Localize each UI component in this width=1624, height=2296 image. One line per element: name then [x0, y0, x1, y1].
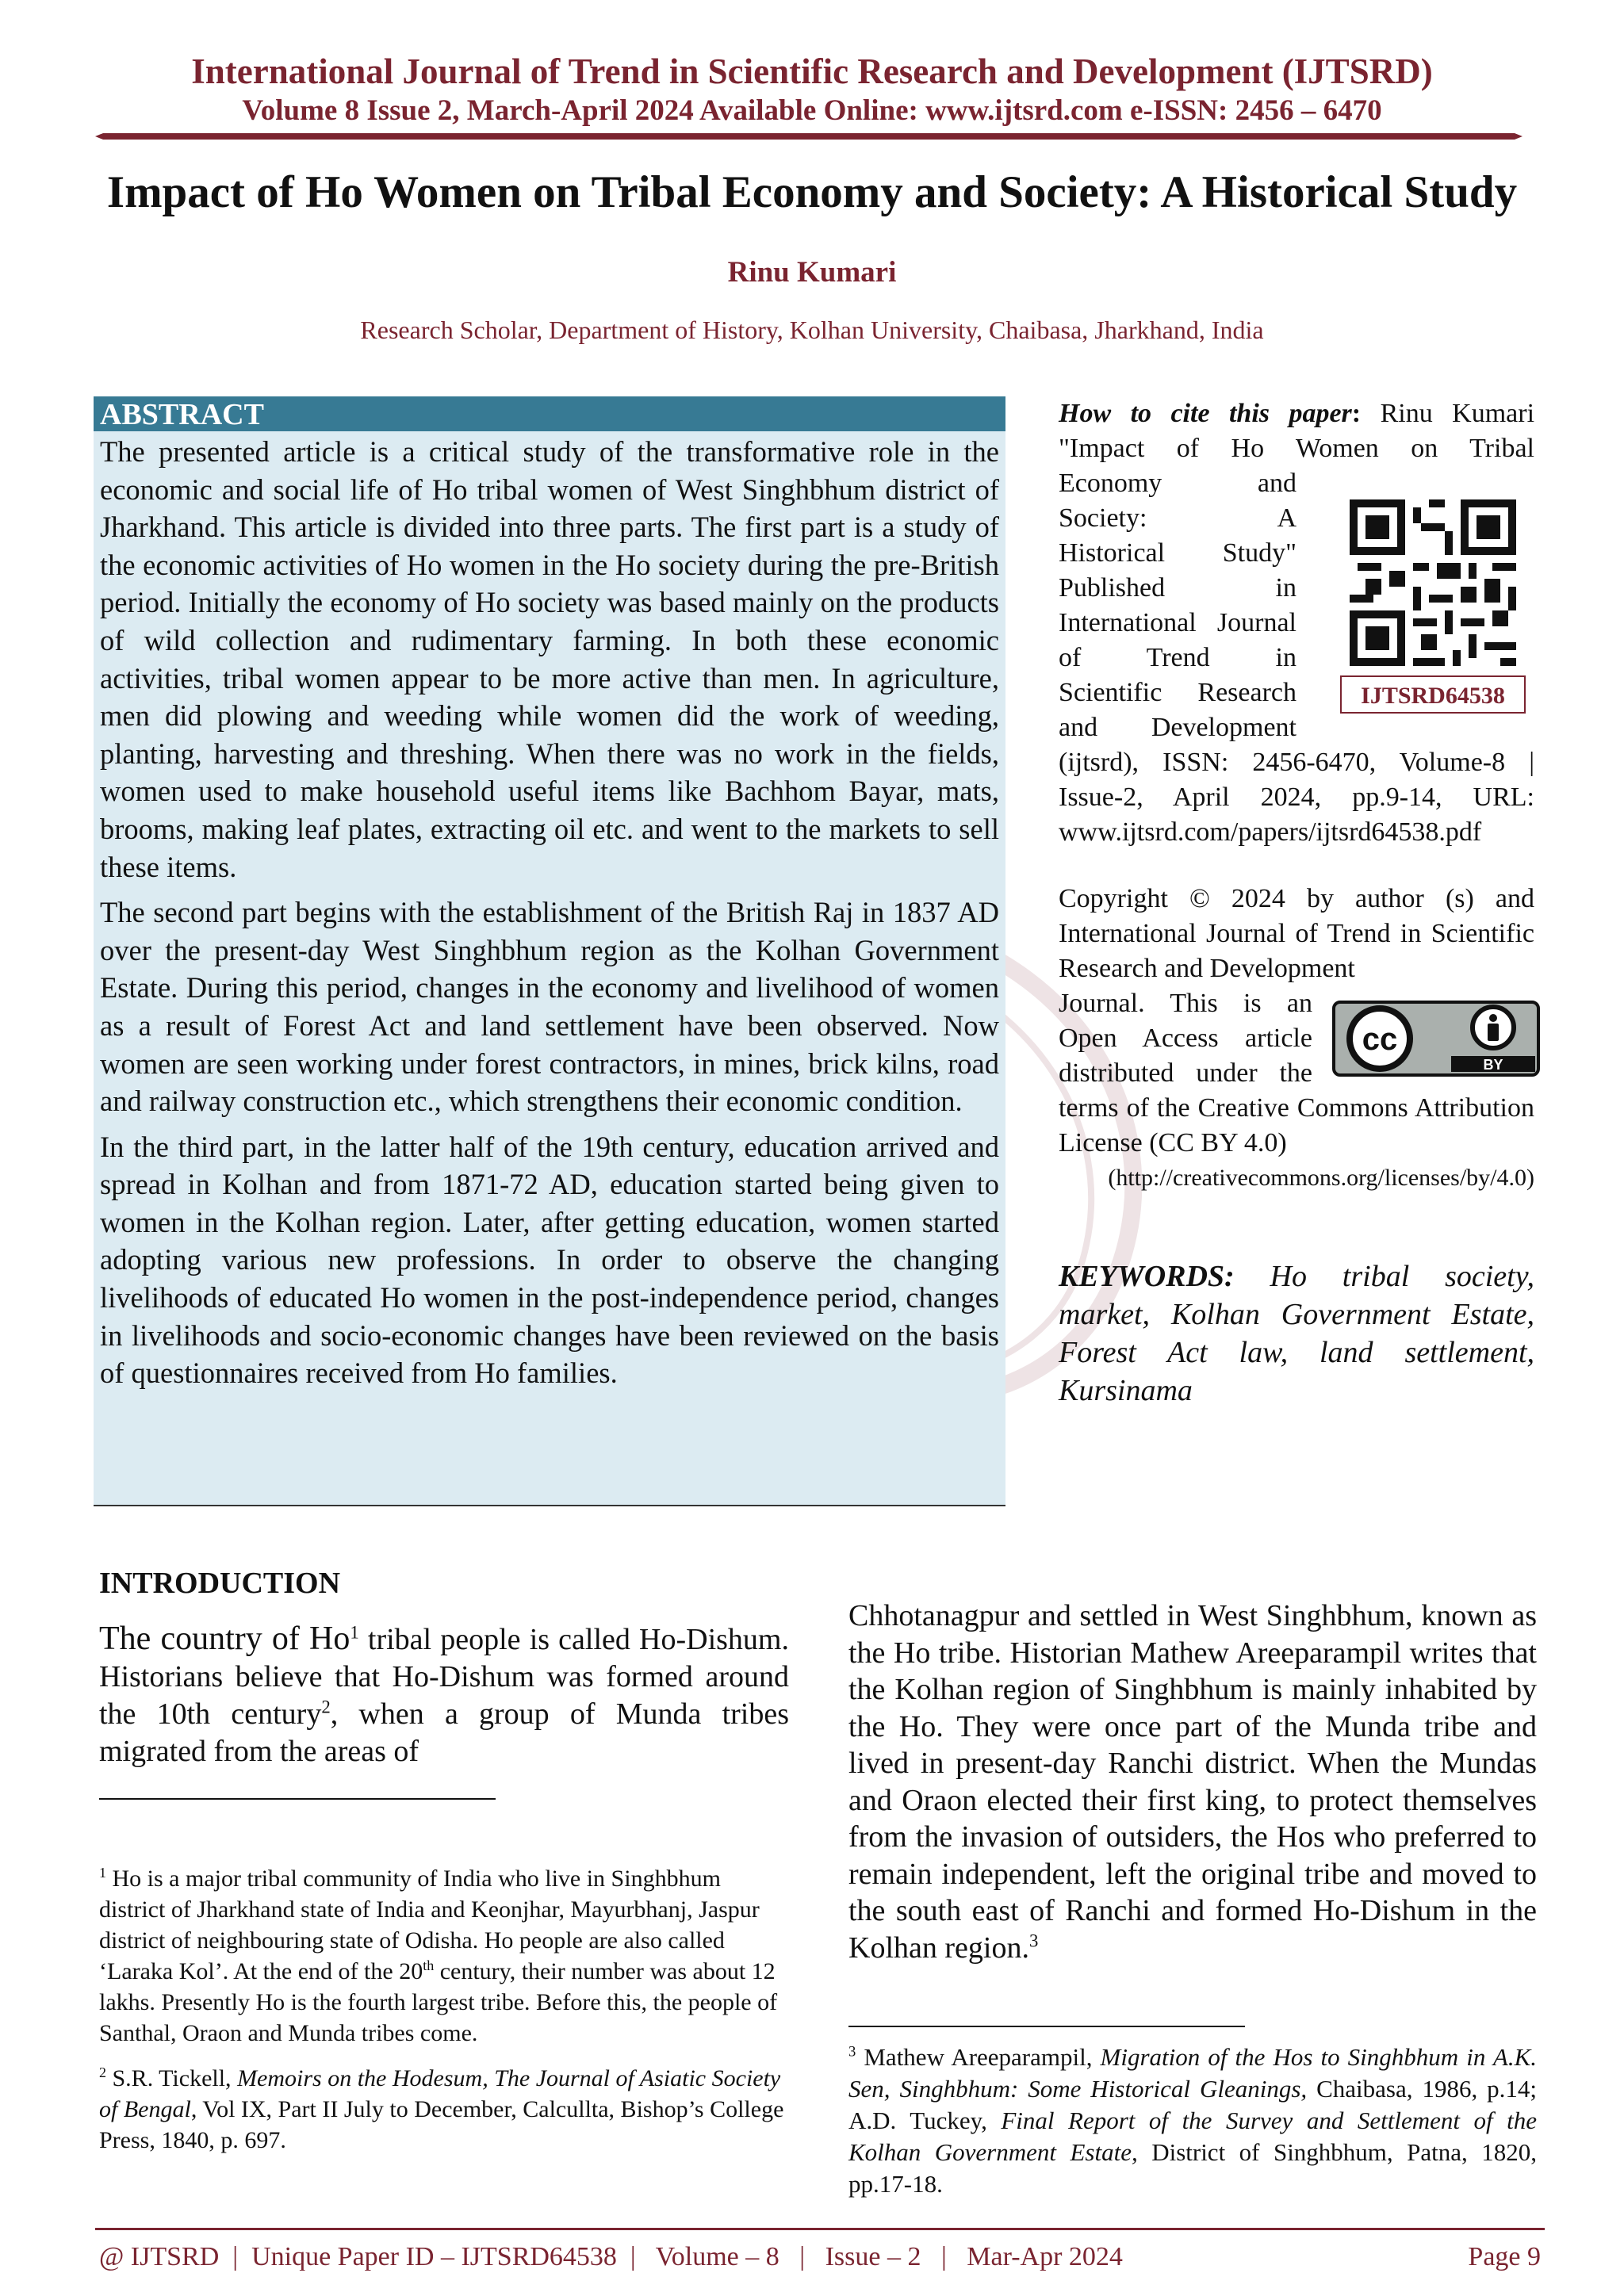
footnote-separator — [99, 1798, 496, 1800]
intro-text: tribal people is called Ho-Dishum. Historians believe that Ho-Dishum was formed around the 10th century — [99, 1623, 789, 1731]
intro-text: The country of Ho — [99, 1621, 350, 1657]
paper-id-badge: IJTSRD64538 — [1340, 675, 1526, 714]
license-url[interactable]: (http://creativecommons.org/licenses/by/4.0) — [1108, 1165, 1534, 1191]
abstract-paragraph-1: The presented article is a critical study of the transformative role in the economic and social life of Ho tribal women of West Singhbhum district of Jharkhand. This article is divided into three parts. The first part is a study of the economic activities of Ho women in the Ho society during the pre-British period. Initially the economy of Ho society was based mainly on the products of wild collection and rudimentary farming. In both these economic activities, tribal women appear to be more active than men. In agriculture, men did plowing and weeding while women did the work of weeding, planting, harvesting and threshing. When there was no work in the fields, women used to make household useful items like Bachhom Bayar, mats, brooms, making leaf plates, extracting oil etc. and went to the markets to sell these items. — [100, 435, 999, 883]
citation-line: of Trend in — [1059, 643, 1297, 672]
footer-rule — [95, 2228, 1545, 2230]
keywords-label: KEYWORDS: — [1059, 1260, 1235, 1293]
footnote-text: century, their number was about 12 lakhs. Presently Ho is the fourth largest tribe. Before this, the people of Santhal, Oraon and Munda tribes come. — [99, 1958, 778, 2046]
abstract-body — [100, 433, 999, 1400]
citation-line: Economy and — [1059, 469, 1297, 498]
intro-text: Chhotanagpur and settled in West Singhbhum, known as the Ho tribe. Historian Mathew Areeparampil writes that the Kolhan region of Singhbhum is mainly inhabited by the Ho. They were once part of the Munda tribe and lived in present-day Ranchi district. When the Mundas and Oraon elected their first king, to protect themselves from the invasion of outsiders, the Hos who preferred to remain independent, left the original tribe and moved to the south east of Ranchi and formed Ho-Dishum in the Kolhan region. — [848, 1599, 1537, 1965]
footnote-number: 2 — [99, 2064, 106, 2080]
footnote-1 — [99, 1863, 789, 2049]
copyright-line: Open Access article — [1059, 1024, 1312, 1053]
qr-code-icon[interactable] — [1350, 499, 1516, 666]
by-label: BY — [1483, 1057, 1503, 1073]
footnote-source-title: Final Report of the Survey and Settlement of the Kolhan Government Estate, — [848, 2107, 1537, 2166]
footnote-text: Chaibasa, 1986, p.14; A.D. Tuckey, — [848, 2075, 1537, 2134]
footnote-source-title: Memoirs on the Hodesum, The Journal of Asiatic Society of Bengal — [99, 2065, 781, 2122]
footnote-2 — [99, 2063, 789, 2156]
abstract-box — [94, 396, 1005, 1506]
footnote-text: District of Singhbhum, Patna, 1820, pp.17-18. — [848, 2138, 1537, 2198]
intro-text: , when a group of Munda tribes migrated from the areas of — [99, 1697, 789, 1768]
author-name: Rinu Kumari — [727, 256, 897, 289]
citation-line: "Impact of Ho Women on Tribal — [1059, 434, 1534, 463]
keywords-text: Ho tribal society, market, Kolhan Government Estate, Forest Act law, land settlement, Kursinama — [1059, 1260, 1535, 1407]
copyright-license-text: terms of the Creative Commons Attribution License (CC BY 4.0) — [1059, 1093, 1534, 1158]
cc-by-license-icon[interactable] — [1332, 1001, 1540, 1077]
introduction-heading: INTRODUCTION — [99, 1567, 341, 1600]
footnote-ref-2[interactable]: 2 — [321, 1697, 331, 1717]
footnote-text: , Vol IX, Part II July to December, Calcullta, Bishop’s College Press, 1840, p. 697. — [99, 2096, 784, 2153]
citation-author: Rinu Kumari — [1380, 399, 1535, 428]
abstract-paragraph-2: The second part begins with the establishment of the British Raj in 1837 AD over the present-day West Singhbhum region as the Kolhan Government Estate. During this period, changes in the economy and livelihood of women as a result of Forest Act and land settlement have been observed. Now women are seen working under forest contractors, in mines, brick kilns, road and railway construction etc., which strengthens their economic condition. — [100, 896, 999, 1118]
journal-subtitle: Volume 8 Issue 2, March-April 2024 Available Online: www.ijtsrd.com e-ISSN: 2456 – 6470 — [242, 94, 1382, 127]
author-affiliation: Research Scholar, Department of History, Kolhan University, Chaibasa, Jharkhand, India — [360, 316, 1264, 344]
citation-line: and Development — [1059, 713, 1297, 742]
journal-title: International Journal of Trend in Scientific Research and Development (IJTSRD) — [191, 52, 1433, 91]
citation-line: Scientific Research — [1059, 678, 1297, 707]
cc-label: cc — [1362, 1022, 1398, 1057]
footnotes-left — [99, 1863, 789, 2170]
footnote-separator — [848, 2026, 1245, 2027]
page-number: Page 9 — [1468, 2242, 1541, 2271]
citation-block: How to cite this paper: Rinu Kumari "Impact of Ho Women on Tribal Economy and Society: A Historical Study" Published in International Journal of Trend in Scientific Research and Development (ijtsrd), ISSN: 2456-6470, Volume-8 | Issue-2, April 2024, pp.9-14, URL: www.ijtsrd.com/papers/ijtsrd64538.pdf — [1059, 396, 1534, 850]
keywords-block — [1059, 1257, 1534, 1410]
citation-line: Society: A — [1059, 503, 1297, 533]
footnote-superscript: th — [423, 1957, 435, 1973]
copyright-line: Journal. This is an — [1059, 989, 1312, 1018]
copyright-line: distributed under the — [1059, 1058, 1312, 1088]
footnote-number: 3 — [848, 2043, 856, 2061]
paper-title: Impact of Ho Women on Tribal Economy and Society: A Historical Study — [106, 167, 1518, 217]
footnote-number: 1 — [99, 1865, 106, 1881]
footnote-text: S.R. Tickell, — [106, 2065, 238, 2091]
citation-line: Published in — [1059, 573, 1297, 603]
footer-info: @ IJTSRD | Unique Paper ID – IJTSRD64538 | Volume – 8 | Issue – 2 | Mar-Apr 2024 — [99, 2242, 1123, 2271]
footnote-3 — [848, 2042, 1537, 2200]
footnote-ref-1[interactable]: 1 — [350, 1622, 359, 1643]
footnote-source-title: Migration of the Hos to Singhbhum in A.K. Sen, Singhbhum: Some Historical Gleanings, — [848, 2043, 1537, 2103]
citation-label: How to cite this paper — [1059, 399, 1352, 428]
copyright-text: Copyright © 2024 by author (s) and International Journal of Trend in Scientific Research and Development — [1059, 884, 1534, 983]
abstract-heading: ABSTRACT — [94, 396, 1005, 431]
footnote-text: Mathew Areeparampil, — [856, 2043, 1101, 2071]
introduction-left-column — [99, 1621, 789, 1770]
citation-details: (ijtsrd), ISSN: 2456-6470, Volume-8 | Issue-2, April 2024, pp.9-14, URL: www.ijtsrd.com/papers/ijtsrd64538.pdf — [1059, 748, 1534, 847]
footnote-text: Ho is a major tribal community of India who live in Singhbhum district of Jharkhand state of India and Keonjhar, Mayurbhanj, Jaspur district of neighbouring state of Odisha. Ho people are also called ‘Laraka Kol’. At the end of the 20 — [99, 1866, 760, 1984]
citation-line: Historical Study" — [1059, 538, 1297, 568]
header-rule — [95, 133, 1522, 140]
citation-line: International Journal — [1059, 608, 1297, 637]
footnote-ref-3[interactable]: 3 — [1028, 1930, 1039, 1950]
abstract-paragraph-3: In the third part, in the latter half of the 19th century, education arrived and spread in Kolhan and from 1871-72 AD, education started being given to women in the Kolhan region. Later, after getting education, women started adopting various new professions. In order to observe the changing livelihoods of educated Ho women in the post-independence period, changes in livelihoods and socio-economic changes have been reviewed on the basis of questionnaires received from Ho families. — [100, 1130, 999, 1390]
introduction-right-column — [848, 1598, 1537, 1966]
